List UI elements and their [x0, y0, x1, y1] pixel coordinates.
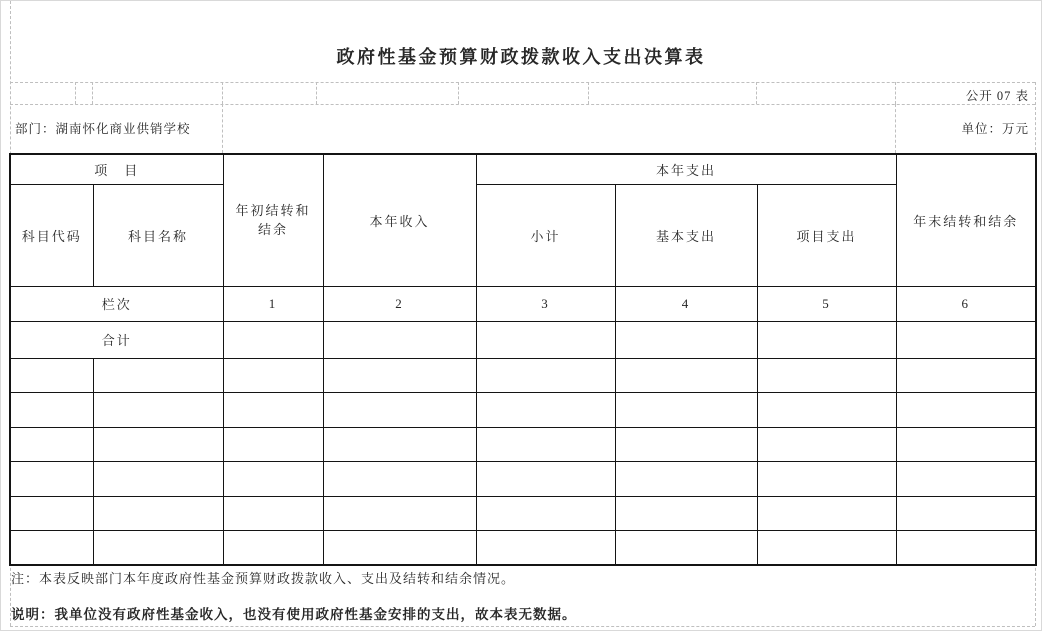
empty-cell — [896, 462, 1036, 497]
empty-cell — [476, 496, 615, 531]
empty-cell — [896, 393, 1036, 428]
empty-cell — [10, 393, 93, 428]
empty-cell — [757, 496, 896, 531]
empty-cell — [615, 358, 757, 393]
unit-label: 单位：万元 — [961, 122, 1029, 136]
empty-cell — [757, 531, 896, 566]
empty-cell — [323, 393, 476, 428]
empty-cell — [93, 531, 223, 566]
empty-cell — [223, 427, 323, 462]
total-label-cell: 合计 — [10, 321, 223, 358]
grid-line — [10, 104, 1035, 105]
header-subject-name: 科目名称 — [93, 184, 223, 286]
total-value-cell — [615, 321, 757, 358]
page-title: 政府性基金预算财政拨款收入支出决算表 — [336, 47, 706, 67]
empty-cell — [476, 393, 615, 428]
grid-line — [222, 82, 223, 104]
no-data-statement: 说明：我单位没有政府性基金收入，也没有使用政府性基金安排的支出，故本表无数据。 — [11, 607, 577, 622]
empty-cell — [323, 462, 476, 497]
empty-cell — [93, 393, 223, 428]
empty-cell — [93, 496, 223, 531]
empty-cell — [757, 393, 896, 428]
header-beginning-carryover-balance-text: 年初结转和结余 — [235, 202, 311, 238]
empty-cell — [223, 358, 323, 393]
header-current-year-expenditure: 本年支出 — [476, 154, 896, 184]
empty-cell — [323, 496, 476, 531]
grid-line — [10, 626, 1035, 627]
grid-line — [895, 104, 896, 153]
grid-line — [895, 82, 896, 104]
empty-cell — [896, 496, 1036, 531]
accounts-table — [9, 153, 1037, 566]
empty-cell — [93, 358, 223, 393]
sheet-number-label: 公开 07 表 — [965, 89, 1029, 103]
empty-cell — [896, 531, 1036, 566]
column-number-6: 6 — [896, 286, 1036, 321]
grid-line — [10, 82, 1035, 83]
table-note: 注：本表反映部门本年度政府性基金预算财政拨款收入、支出及结转和结余情况。 — [11, 571, 516, 586]
lanci-label-cell: 栏次 — [10, 286, 223, 321]
empty-cell — [10, 462, 93, 497]
header-current-year-income: 本年收入 — [323, 154, 476, 286]
header-subject-code: 科目代码 — [10, 184, 93, 286]
empty-cell — [476, 358, 615, 393]
empty-cell — [896, 427, 1036, 462]
empty-cell — [615, 462, 757, 497]
empty-cell — [757, 358, 896, 393]
header-project: 项 目 — [10, 154, 223, 184]
grid-line — [92, 82, 93, 104]
empty-cell — [896, 358, 1036, 393]
total-value-cell — [323, 321, 476, 358]
grid-line — [588, 82, 589, 104]
column-number-1: 1 — [223, 286, 323, 321]
empty-cell — [615, 531, 757, 566]
empty-cell — [615, 496, 757, 531]
empty-cell — [323, 427, 476, 462]
empty-cell — [757, 427, 896, 462]
header-yearend-carryover-balance: 年末结转和结余 — [896, 154, 1036, 286]
column-number-5: 5 — [757, 286, 896, 321]
grid-line — [222, 104, 223, 153]
empty-cell — [93, 462, 223, 497]
column-number-4: 4 — [615, 286, 757, 321]
header-project-expenditure: 项目支出 — [757, 184, 896, 286]
total-value-cell — [757, 321, 896, 358]
department-label: 部门：湖南怀化商业供销学校 — [15, 122, 191, 136]
grid-line — [75, 82, 76, 104]
empty-cell — [476, 427, 615, 462]
empty-cell — [615, 427, 757, 462]
grid-line — [316, 82, 317, 104]
header-beginning-carryover-balance — [223, 154, 323, 286]
total-value-cell — [223, 321, 323, 358]
column-number-3: 3 — [476, 286, 615, 321]
header-basic-expenditure: 基本支出 — [615, 184, 757, 286]
total-value-cell — [896, 321, 1036, 358]
empty-cell — [615, 393, 757, 428]
empty-cell — [10, 531, 93, 566]
grid-line — [756, 82, 757, 104]
empty-cell — [757, 462, 896, 497]
empty-cell — [323, 358, 476, 393]
empty-cell — [223, 393, 323, 428]
empty-cell — [10, 358, 93, 393]
empty-cell — [223, 496, 323, 531]
empty-cell — [10, 496, 93, 531]
empty-cell — [323, 531, 476, 566]
column-number-2: 2 — [323, 286, 476, 321]
empty-cell — [223, 531, 323, 566]
empty-cell — [93, 427, 223, 462]
grid-line — [458, 82, 459, 104]
empty-cell — [223, 462, 323, 497]
empty-cell — [476, 531, 615, 566]
total-value-cell — [476, 321, 615, 358]
empty-cell — [476, 462, 615, 497]
header-subtotal: 小计 — [476, 184, 615, 286]
empty-cell — [10, 427, 93, 462]
